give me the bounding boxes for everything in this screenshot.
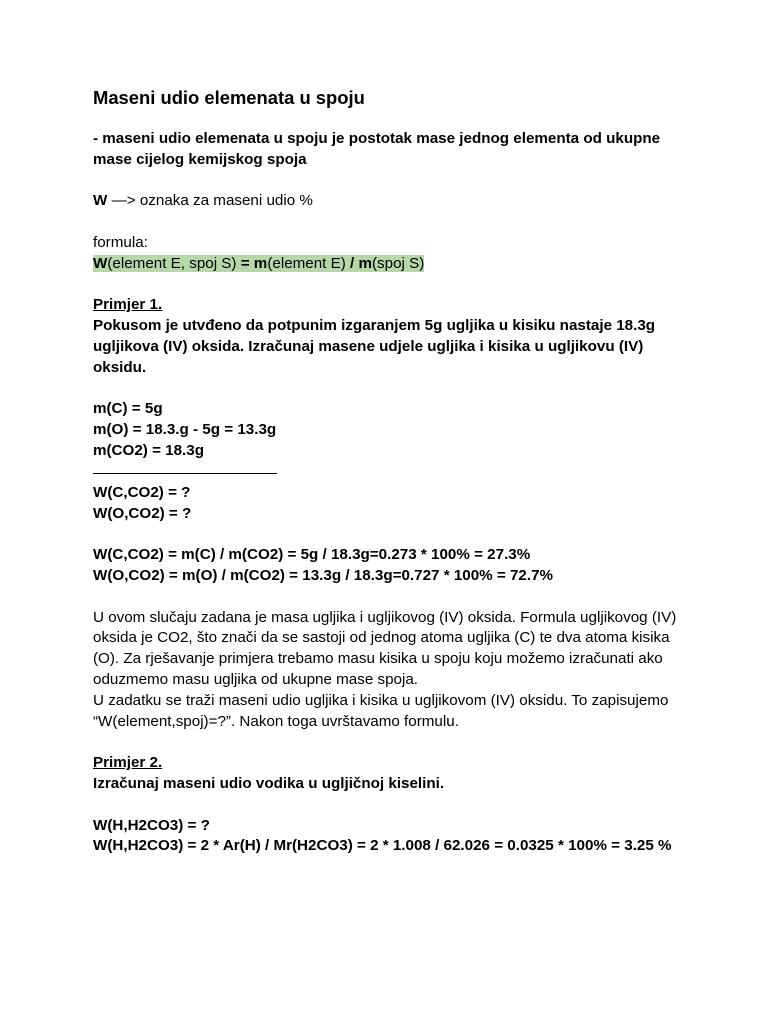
example1-unknown-o: W(O,CO2) = ? [93, 504, 192, 522]
example1-given-mco2: m(CO2) = 18.3g [93, 441, 204, 459]
spacer [93, 587, 693, 608]
separator-line [93, 473, 277, 474]
example2-task: Izračunaj maseni udio vodika u ugljičnoj kiselini. [93, 774, 445, 792]
document-title: Maseni udio elemenata u spoju [93, 87, 365, 108]
symbol-line [93, 191, 693, 212]
example1-solution-c: W(C,CO2) = m(C) / m(CO2) = 5g / 18.3g=0.273 * 100% = 27.3% [93, 546, 531, 564]
spacer [93, 275, 693, 296]
definition-text: - maseni udio elemenata u spoju je postotak mase jednog elementa od ukupne mase cijelog kemijskog spoja [93, 130, 661, 168]
example1-heading: Primjer 1. [93, 296, 163, 314]
formula-highlight [93, 255, 424, 272]
example1-task: Pokusom je utvđeno da potpunim izgaranjem 5g ugljika u kisiku nastaje 18.3g ugljikova (IV) oksida. Izračunaj masene udjele ugljika i kisika u ugljikovu (IV) oksidu. [93, 317, 656, 376]
example2-solution: W(H,H2CO3) = 2 * Ar(H) / Mr(H2CO3) = 2 * 1.008 / 62.026 = 0.0325 * 100% = 3.25 % [93, 837, 672, 855]
example1-solution-o: W(O,CO2) = m(O) / m(CO2) = 13.3g / 18.3g=0.727 * 100% = 72.7% [93, 566, 554, 584]
spacer [93, 212, 693, 233]
formula-label: formula: [93, 233, 148, 251]
example1-given-mo: m(O) = 18.3.g - 5g = 13.3g [93, 421, 277, 439]
example1-explanation-2: U zadatku se traži maseni udio ugljika i kisika u ugljikovom (IV) oksidu. To zapisujemo “W(element,spoj)=?”. Nakon toga uvrštavamo formulu. [93, 691, 669, 730]
formula-part-element-spoj: (element E, spoj S) [107, 254, 241, 272]
spacer [93, 379, 693, 400]
spacer [93, 171, 693, 192]
spacer [93, 524, 693, 545]
symbol-description: —> oznaka za maseni udio % [107, 192, 313, 210]
example1-explanation-1: U ovom slučaju zadana je masa ugljika i ugljikovog (IV) oksida. Formula ugljikovog (IV) oksida je CO2, što znači da se sastoji od jednog atoma ugljika (C) te dva atoma kisika (O). Za rješavanje primjera trebamo masu kisika u spoju koju možemo izračunati ako oduzmemo masu ugljika od ukupne mase spoja. [93, 608, 677, 688]
example2-heading: Primjer 2. [93, 754, 163, 772]
symbol-w: W [93, 192, 108, 210]
formula-part-divide-m: / m [350, 254, 372, 272]
formula-part-equals-m: = m [240, 254, 268, 272]
formula-part-w: W [93, 254, 108, 272]
spacer [93, 732, 693, 753]
example2-unknown: W(H,H2CO3) = ? [93, 816, 210, 834]
spacer [93, 795, 693, 816]
formula-line [93, 254, 693, 275]
formula-part-element: (element E) [267, 254, 351, 272]
example1-unknown-c: W(C,CO2) = ? [93, 483, 191, 501]
document-page [93, 86, 693, 857]
example1-given-mc: m(C) = 5g [93, 400, 163, 418]
formula-part-spoj: (spoj S) [371, 254, 425, 272]
